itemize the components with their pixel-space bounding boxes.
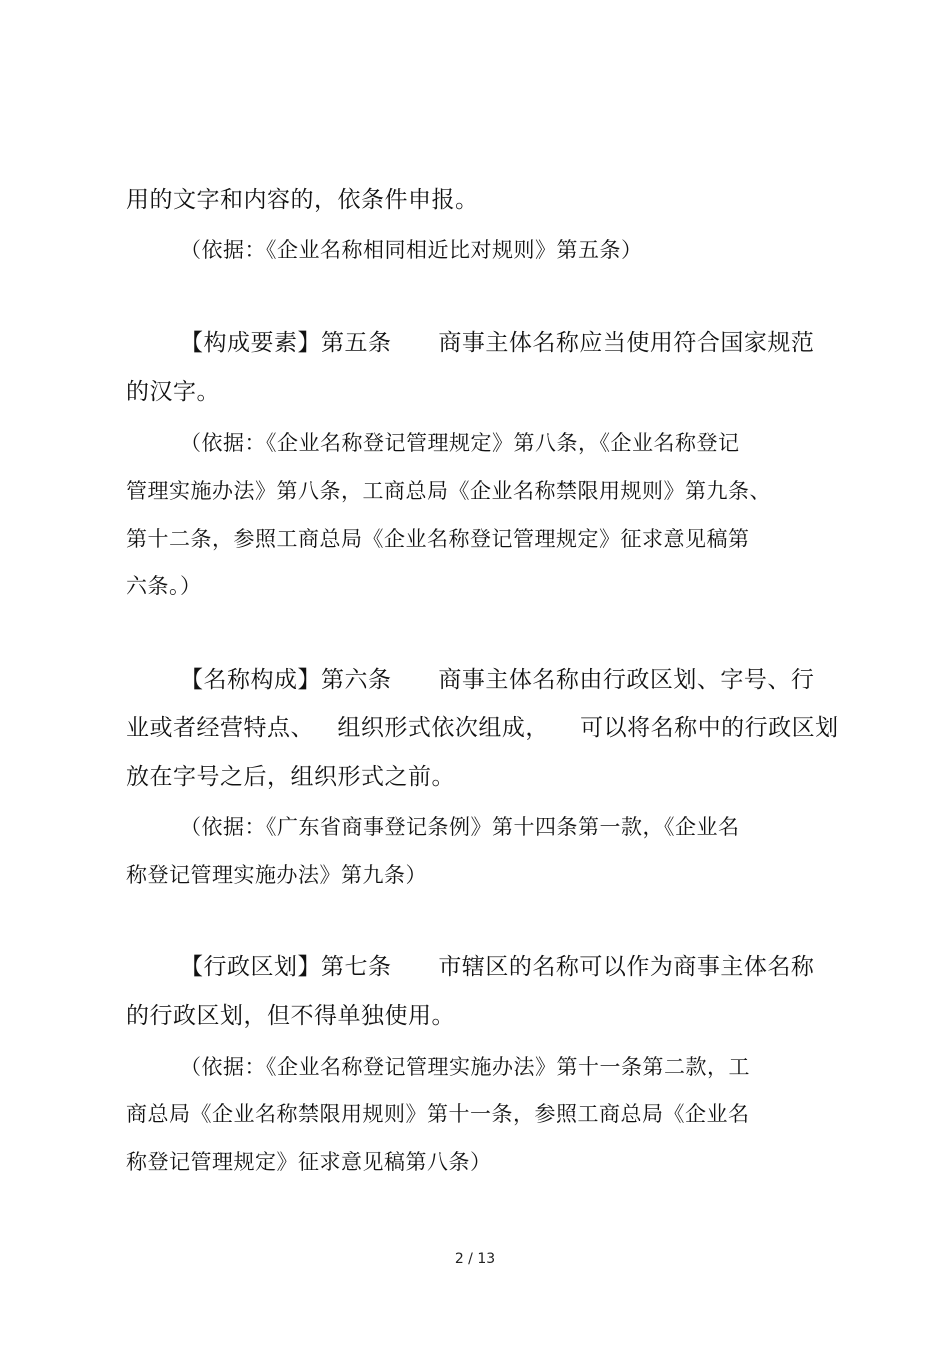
page-number: 2 / 13	[454, 1251, 496, 1267]
article-heading-line: 【名称构成】第六条 商事主体名称由行政区划、字号、行	[180, 667, 815, 693]
legal-basis-line: （依据：《广东省商事登记条例》第十四条第一款，《企业名	[180, 815, 740, 839]
legal-basis-line: （依据：《企业名称登记管理实施办法》第十一条第二款，工	[180, 1055, 750, 1079]
legal-basis-line: （依据：《企业名称登记管理规定》第八条，《企业名称登记	[180, 431, 740, 455]
legal-basis-line: 六条。）	[126, 574, 202, 598]
legal-basis-line: （依据：《企业名称相同相近比对规则》第五条）	[180, 238, 643, 262]
body-text-line: 放在字号之后，组织形式之前。	[126, 764, 455, 790]
article-heading-line: 【行政区划】第七条 市辖区的名称可以作为商事主体名称	[180, 954, 815, 980]
legal-basis-line: 商总局《企业名称禁限用规则》第十一条，参照工商总局《企业名	[126, 1102, 750, 1126]
article-heading-line: 【构成要素】第五条 商事主体名称应当使用符合国家规范	[180, 330, 815, 356]
body-text-line: 的汉字。	[126, 379, 220, 405]
body-text-line: 用的文字和内容的，依条件申报。	[126, 187, 479, 213]
legal-basis-line: 第十二条，参照工商总局《企业名称登记管理规定》征求意见稿第	[126, 527, 750, 551]
body-text-line: 业或者经营特点、 组织形式依次组成， 可以将名称中的行政区划	[126, 715, 839, 741]
legal-basis-line: 管理实施办法》第八条，工商总局《企业名称禁限用规则》第九条、	[126, 479, 771, 503]
legal-basis-line: 称登记管理规定》征求意见稿第八条）	[126, 1150, 492, 1174]
legal-basis-line: 称登记管理实施办法》第九条）	[126, 863, 427, 887]
body-text-line: 的行政区划，但不得单独使用。	[126, 1003, 455, 1029]
